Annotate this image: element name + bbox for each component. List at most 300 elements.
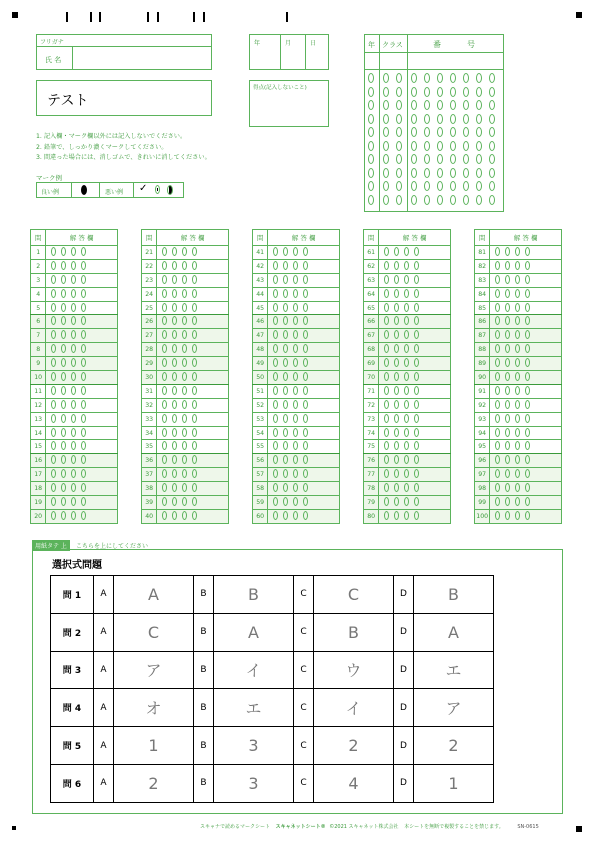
id-bubble[interactable]	[476, 141, 482, 151]
answer-bubble[interactable]	[273, 428, 278, 437]
answer-bubble[interactable]	[172, 455, 177, 464]
answer-bubble[interactable]	[71, 330, 76, 339]
answer-bubble[interactable]	[303, 511, 308, 520]
id-bubble[interactable]	[437, 87, 443, 97]
answer-bubble[interactable]	[81, 316, 86, 325]
id-bubble[interactable]	[396, 141, 402, 151]
answer-bubble[interactable]	[61, 441, 66, 450]
answer-bubble[interactable]	[273, 344, 278, 353]
id-bubble[interactable]	[396, 168, 402, 178]
answer-bubble[interactable]	[182, 344, 187, 353]
answer-bubble[interactable]	[303, 344, 308, 353]
answer-bubble[interactable]	[515, 330, 520, 339]
answer-bubble[interactable]	[293, 497, 298, 506]
answer-bubble[interactable]	[71, 400, 76, 409]
answer-bubble[interactable]	[515, 261, 520, 270]
answer-bubble[interactable]	[182, 497, 187, 506]
answer-bubble[interactable]	[384, 386, 389, 395]
answer-bubble[interactable]	[404, 497, 409, 506]
answer-bubble[interactable]	[283, 386, 288, 395]
option-value[interactable]: 2	[314, 727, 394, 765]
id-bubble[interactable]	[424, 114, 430, 124]
answer-bubble[interactable]	[182, 330, 187, 339]
answer-bubble[interactable]	[303, 414, 308, 423]
id-bubble[interactable]	[489, 114, 495, 124]
answer-bubble[interactable]	[505, 511, 510, 520]
answer-bubble[interactable]	[495, 344, 500, 353]
answer-bubble[interactable]	[404, 330, 409, 339]
option-value[interactable]: 1	[114, 727, 194, 765]
answer-bubble[interactable]	[525, 247, 530, 256]
answer-bubble[interactable]	[71, 483, 76, 492]
answer-bubble[interactable]	[303, 483, 308, 492]
answer-bubble[interactable]	[172, 441, 177, 450]
answer-bubble[interactable]	[515, 275, 520, 284]
id-bubble[interactable]	[476, 114, 482, 124]
answer-bubble[interactable]	[61, 316, 66, 325]
answer-bubble[interactable]	[394, 441, 399, 450]
id-bubble[interactable]	[489, 127, 495, 137]
answer-bubble[interactable]	[394, 330, 399, 339]
answer-bubble[interactable]	[192, 289, 197, 298]
answer-bubble[interactable]	[51, 247, 56, 256]
id-bubble[interactable]	[383, 154, 389, 164]
answer-bubble[interactable]	[61, 428, 66, 437]
answer-bubble[interactable]	[404, 316, 409, 325]
answer-bubble[interactable]	[172, 289, 177, 298]
answer-bubble[interactable]	[283, 428, 288, 437]
answer-bubble[interactable]	[495, 400, 500, 409]
answer-bubble[interactable]	[162, 441, 167, 450]
answer-bubble[interactable]	[394, 358, 399, 367]
answer-bubble[interactable]	[505, 483, 510, 492]
id-bubble[interactable]	[383, 195, 389, 205]
answer-bubble[interactable]	[61, 330, 66, 339]
answer-bubble[interactable]	[71, 372, 76, 381]
answer-bubble[interactable]	[505, 303, 510, 312]
answer-bubble[interactable]	[505, 289, 510, 298]
answer-bubble[interactable]	[162, 261, 167, 270]
answer-bubble[interactable]	[495, 275, 500, 284]
answer-bubble[interactable]	[525, 511, 530, 520]
answer-bubble[interactable]	[192, 344, 197, 353]
answer-bubble[interactable]	[81, 358, 86, 367]
id-bubble[interactable]	[424, 168, 430, 178]
answer-bubble[interactable]	[71, 247, 76, 256]
id-bubble[interactable]	[383, 87, 389, 97]
id-bubble[interactable]	[383, 127, 389, 137]
answer-bubble[interactable]	[394, 469, 399, 478]
answer-bubble[interactable]	[495, 497, 500, 506]
answer-bubble[interactable]	[273, 414, 278, 423]
answer-bubble[interactable]	[71, 428, 76, 437]
answer-bubble[interactable]	[162, 303, 167, 312]
answer-bubble[interactable]	[51, 330, 56, 339]
answer-bubble[interactable]	[505, 497, 510, 506]
answer-bubble[interactable]	[162, 316, 167, 325]
id-bubble[interactable]	[396, 181, 402, 191]
answer-bubble[interactable]	[414, 289, 419, 298]
answer-bubble[interactable]	[283, 303, 288, 312]
answer-bubble[interactable]	[51, 261, 56, 270]
option-value[interactable]: C	[114, 613, 194, 651]
answer-bubble[interactable]	[384, 483, 389, 492]
answer-bubble[interactable]	[525, 344, 530, 353]
answer-bubble[interactable]	[162, 511, 167, 520]
answer-bubble[interactable]	[515, 344, 520, 353]
id-bubble[interactable]	[368, 154, 374, 164]
id-bubble[interactable]	[463, 181, 469, 191]
answer-bubble[interactable]	[172, 469, 177, 478]
answer-bubble[interactable]	[61, 275, 66, 284]
answer-bubble[interactable]	[303, 428, 308, 437]
answer-bubble[interactable]	[404, 441, 409, 450]
answer-bubble[interactable]	[182, 511, 187, 520]
answer-bubble[interactable]	[394, 414, 399, 423]
id-bubble[interactable]	[368, 195, 374, 205]
answer-bubble[interactable]	[283, 316, 288, 325]
answer-bubble[interactable]	[162, 358, 167, 367]
answer-bubble[interactable]	[293, 483, 298, 492]
answer-bubble[interactable]	[293, 344, 298, 353]
answer-bubble[interactable]	[394, 261, 399, 270]
option-value[interactable]: 4	[314, 764, 394, 802]
answer-bubble[interactable]	[81, 428, 86, 437]
id-bubble[interactable]	[411, 168, 417, 178]
answer-bubble[interactable]	[172, 275, 177, 284]
answer-bubble[interactable]	[182, 275, 187, 284]
answer-bubble[interactable]	[303, 386, 308, 395]
option-value[interactable]: 3	[214, 764, 294, 802]
answer-bubble[interactable]	[283, 358, 288, 367]
answer-bubble[interactable]	[384, 316, 389, 325]
answer-bubble[interactable]	[414, 275, 419, 284]
answer-bubble[interactable]	[384, 303, 389, 312]
answer-bubble[interactable]	[51, 372, 56, 381]
id-bubble[interactable]	[437, 73, 443, 83]
id-bubble[interactable]	[450, 154, 456, 164]
answer-bubble[interactable]	[414, 441, 419, 450]
id-bubble[interactable]	[476, 73, 482, 83]
answer-bubble[interactable]	[182, 400, 187, 409]
answer-bubble[interactable]	[273, 511, 278, 520]
answer-bubble[interactable]	[283, 289, 288, 298]
answer-bubble[interactable]	[51, 400, 56, 409]
answer-bubble[interactable]	[384, 511, 389, 520]
answer-bubble[interactable]	[303, 247, 308, 256]
answer-bubble[interactable]	[293, 469, 298, 478]
id-bubble[interactable]	[463, 168, 469, 178]
answer-bubble[interactable]	[505, 275, 510, 284]
answer-bubble[interactable]	[404, 469, 409, 478]
answer-bubble[interactable]	[162, 330, 167, 339]
answer-bubble[interactable]	[283, 344, 288, 353]
answer-bubble[interactable]	[495, 247, 500, 256]
id-bubble[interactable]	[383, 100, 389, 110]
answer-bubble[interactable]	[273, 358, 278, 367]
answer-bubble[interactable]	[172, 511, 177, 520]
answer-bubble[interactable]	[525, 289, 530, 298]
answer-bubble[interactable]	[273, 330, 278, 339]
answer-bubble[interactable]	[293, 511, 298, 520]
id-bubble[interactable]	[411, 181, 417, 191]
answer-bubble[interactable]	[384, 414, 389, 423]
answer-bubble[interactable]	[303, 275, 308, 284]
answer-bubble[interactable]	[525, 330, 530, 339]
answer-bubble[interactable]	[51, 441, 56, 450]
id-bubble[interactable]	[450, 87, 456, 97]
answer-bubble[interactable]	[293, 358, 298, 367]
answer-bubble[interactable]	[303, 469, 308, 478]
answer-bubble[interactable]	[515, 316, 520, 325]
answer-bubble[interactable]	[273, 275, 278, 284]
answer-bubble[interactable]	[81, 469, 86, 478]
answer-bubble[interactable]	[384, 441, 389, 450]
answer-bubble[interactable]	[303, 497, 308, 506]
answer-bubble[interactable]	[51, 303, 56, 312]
answer-bubble[interactable]	[303, 358, 308, 367]
name-field[interactable]	[73, 47, 211, 69]
option-value[interactable]: A	[214, 613, 294, 651]
answer-bubble[interactable]	[505, 247, 510, 256]
answer-bubble[interactable]	[404, 483, 409, 492]
option-value[interactable]: B	[414, 576, 494, 614]
answer-bubble[interactable]	[283, 511, 288, 520]
answer-bubble[interactable]	[71, 414, 76, 423]
answer-bubble[interactable]	[162, 289, 167, 298]
answer-bubble[interactable]	[71, 511, 76, 520]
answer-bubble[interactable]	[414, 386, 419, 395]
answer-bubble[interactable]	[283, 483, 288, 492]
answer-bubble[interactable]	[81, 511, 86, 520]
id-bubble[interactable]	[368, 114, 374, 124]
answer-bubble[interactable]	[71, 316, 76, 325]
answer-bubble[interactable]	[303, 316, 308, 325]
answer-bubble[interactable]	[172, 428, 177, 437]
answer-bubble[interactable]	[515, 303, 520, 312]
answer-bubble[interactable]	[273, 289, 278, 298]
answer-bubble[interactable]	[495, 261, 500, 270]
id-bubble[interactable]	[396, 100, 402, 110]
option-value[interactable]: B	[314, 613, 394, 651]
answer-bubble[interactable]	[172, 303, 177, 312]
answer-bubble[interactable]	[61, 372, 66, 381]
id-bubble[interactable]	[411, 127, 417, 137]
answer-bubble[interactable]	[283, 330, 288, 339]
answer-bubble[interactable]	[515, 414, 520, 423]
answer-bubble[interactable]	[162, 414, 167, 423]
answer-bubble[interactable]	[404, 386, 409, 395]
answer-bubble[interactable]	[192, 400, 197, 409]
id-bubble[interactable]	[489, 73, 495, 83]
answer-bubble[interactable]	[61, 497, 66, 506]
answer-bubble[interactable]	[525, 414, 530, 423]
answer-bubble[interactable]	[495, 358, 500, 367]
answer-bubble[interactable]	[71, 386, 76, 395]
answer-bubble[interactable]	[192, 497, 197, 506]
answer-bubble[interactable]	[394, 344, 399, 353]
answer-bubble[interactable]	[182, 316, 187, 325]
id-bubble[interactable]	[450, 100, 456, 110]
answer-bubble[interactable]	[61, 289, 66, 298]
answer-bubble[interactable]	[293, 441, 298, 450]
answer-bubble[interactable]	[394, 372, 399, 381]
id-bubble[interactable]	[463, 141, 469, 151]
answer-bubble[interactable]	[182, 386, 187, 395]
id-bubble[interactable]	[463, 195, 469, 205]
answer-bubble[interactable]	[384, 344, 389, 353]
answer-bubble[interactable]	[394, 289, 399, 298]
answer-bubble[interactable]	[495, 455, 500, 464]
answer-bubble[interactable]	[414, 497, 419, 506]
answer-bubble[interactable]	[61, 303, 66, 312]
answer-bubble[interactable]	[51, 386, 56, 395]
answer-bubble[interactable]	[81, 372, 86, 381]
answer-bubble[interactable]	[81, 330, 86, 339]
answer-bubble[interactable]	[495, 303, 500, 312]
answer-bubble[interactable]	[182, 247, 187, 256]
answer-bubble[interactable]	[71, 275, 76, 284]
answer-bubble[interactable]	[51, 511, 56, 520]
answer-bubble[interactable]	[162, 372, 167, 381]
answer-bubble[interactable]	[505, 428, 510, 437]
answer-bubble[interactable]	[525, 275, 530, 284]
answer-bubble[interactable]	[51, 358, 56, 367]
answer-bubble[interactable]	[51, 497, 56, 506]
answer-bubble[interactable]	[515, 497, 520, 506]
id-bubble[interactable]	[396, 114, 402, 124]
answer-bubble[interactable]	[404, 247, 409, 256]
answer-bubble[interactable]	[293, 247, 298, 256]
answer-bubble[interactable]	[162, 497, 167, 506]
answer-bubble[interactable]	[394, 275, 399, 284]
answer-bubble[interactable]	[61, 455, 66, 464]
id-bubble[interactable]	[463, 154, 469, 164]
answer-bubble[interactable]	[81, 261, 86, 270]
answer-bubble[interactable]	[525, 428, 530, 437]
answer-bubble[interactable]	[384, 455, 389, 464]
answer-bubble[interactable]	[273, 303, 278, 312]
id-bubble[interactable]	[437, 141, 443, 151]
answer-bubble[interactable]	[192, 469, 197, 478]
answer-bubble[interactable]	[172, 386, 177, 395]
answer-bubble[interactable]	[61, 469, 66, 478]
answer-bubble[interactable]	[71, 303, 76, 312]
id-bubble[interactable]	[489, 181, 495, 191]
id-bubble[interactable]	[368, 168, 374, 178]
answer-bubble[interactable]	[192, 511, 197, 520]
answer-bubble[interactable]	[51, 428, 56, 437]
id-bubble[interactable]	[450, 181, 456, 191]
answer-bubble[interactable]	[525, 386, 530, 395]
answer-bubble[interactable]	[525, 497, 530, 506]
answer-bubble[interactable]	[81, 483, 86, 492]
answer-bubble[interactable]	[293, 400, 298, 409]
id-bubble[interactable]	[463, 114, 469, 124]
answer-bubble[interactable]	[61, 400, 66, 409]
id-bubble[interactable]	[489, 141, 495, 151]
answer-bubble[interactable]	[71, 289, 76, 298]
answer-bubble[interactable]	[182, 261, 187, 270]
answer-bubble[interactable]	[71, 441, 76, 450]
id-bubble[interactable]	[411, 114, 417, 124]
answer-bubble[interactable]	[71, 261, 76, 270]
answer-bubble[interactable]	[283, 247, 288, 256]
answer-bubble[interactable]	[81, 344, 86, 353]
answer-bubble[interactable]	[404, 511, 409, 520]
answer-bubble[interactable]	[273, 455, 278, 464]
answer-bubble[interactable]	[525, 316, 530, 325]
answer-bubble[interactable]	[414, 428, 419, 437]
answer-bubble[interactable]	[192, 316, 197, 325]
id-bubble[interactable]	[424, 73, 430, 83]
id-bubble[interactable]	[463, 87, 469, 97]
answer-bubble[interactable]	[192, 303, 197, 312]
answer-bubble[interactable]	[414, 511, 419, 520]
id-bubble[interactable]	[476, 100, 482, 110]
id-bubble[interactable]	[437, 168, 443, 178]
answer-bubble[interactable]	[61, 261, 66, 270]
answer-bubble[interactable]	[273, 441, 278, 450]
answer-bubble[interactable]	[182, 414, 187, 423]
answer-bubble[interactable]	[293, 428, 298, 437]
id-bubble[interactable]	[424, 127, 430, 137]
id-bubble[interactable]	[489, 154, 495, 164]
answer-bubble[interactable]	[505, 330, 510, 339]
id-bubble[interactable]	[450, 127, 456, 137]
answer-bubble[interactable]	[525, 400, 530, 409]
answer-bubble[interactable]	[293, 275, 298, 284]
answer-bubble[interactable]	[404, 344, 409, 353]
option-value[interactable]: ア	[414, 689, 494, 727]
answer-bubble[interactable]	[394, 400, 399, 409]
answer-bubble[interactable]	[515, 372, 520, 381]
answer-bubble[interactable]	[283, 455, 288, 464]
answer-bubble[interactable]	[515, 511, 520, 520]
answer-bubble[interactable]	[515, 455, 520, 464]
id-bubble[interactable]	[424, 100, 430, 110]
id-bubble[interactable]	[424, 154, 430, 164]
answer-bubble[interactable]	[162, 428, 167, 437]
answer-bubble[interactable]	[414, 400, 419, 409]
answer-bubble[interactable]	[283, 400, 288, 409]
answer-bubble[interactable]	[81, 386, 86, 395]
answer-bubble[interactable]	[384, 372, 389, 381]
option-value[interactable]: C	[314, 576, 394, 614]
answer-bubble[interactable]	[61, 247, 66, 256]
answer-bubble[interactable]	[283, 414, 288, 423]
id-bubble[interactable]	[437, 100, 443, 110]
answer-bubble[interactable]	[192, 372, 197, 381]
answer-bubble[interactable]	[394, 247, 399, 256]
answer-bubble[interactable]	[162, 344, 167, 353]
answer-bubble[interactable]	[283, 469, 288, 478]
answer-bubble[interactable]	[182, 469, 187, 478]
answer-bubble[interactable]	[182, 289, 187, 298]
answer-bubble[interactable]	[404, 261, 409, 270]
id-bubble[interactable]	[396, 127, 402, 137]
answer-bubble[interactable]	[182, 303, 187, 312]
answer-bubble[interactable]	[51, 455, 56, 464]
answer-bubble[interactable]	[162, 455, 167, 464]
answer-bubble[interactable]	[404, 289, 409, 298]
id-bubble[interactable]	[476, 154, 482, 164]
answer-bubble[interactable]	[61, 358, 66, 367]
option-value[interactable]: オ	[114, 689, 194, 727]
answer-bubble[interactable]	[394, 511, 399, 520]
id-bubble[interactable]	[368, 100, 374, 110]
answer-bubble[interactable]	[162, 275, 167, 284]
